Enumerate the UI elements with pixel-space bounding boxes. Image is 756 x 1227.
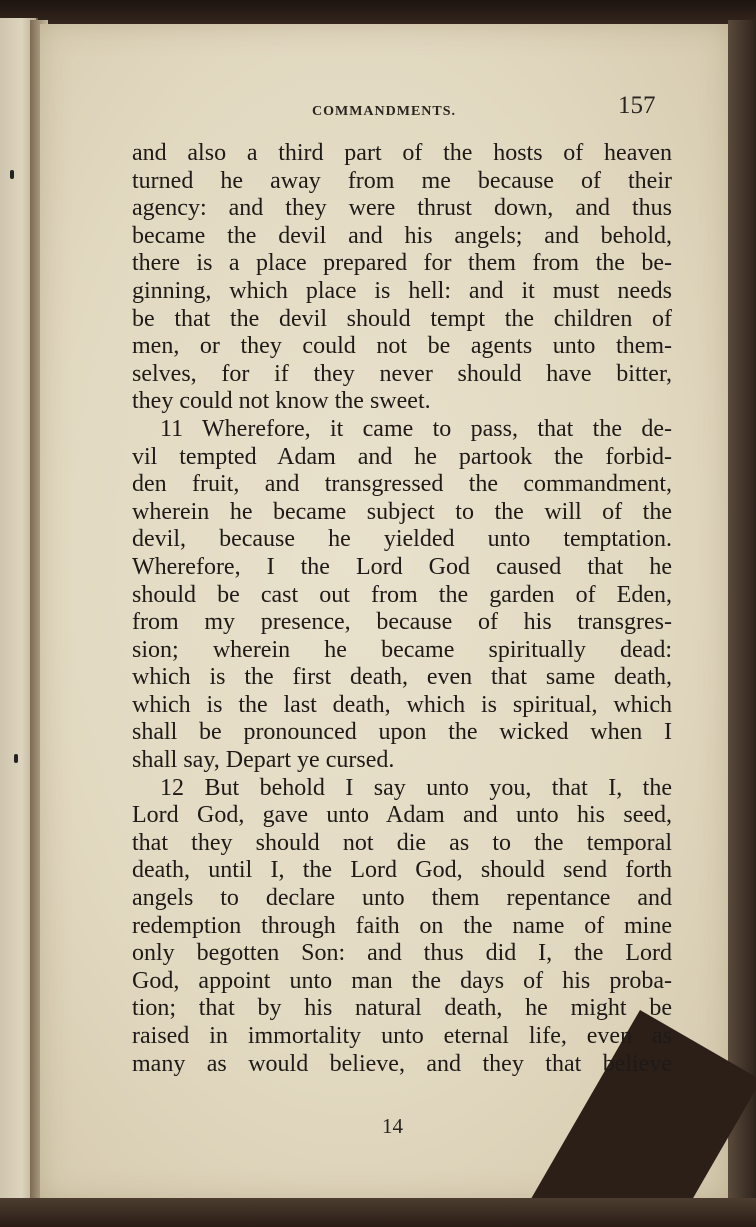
- text-line: shall be pronounced upon the wicked when I: [132, 719, 672, 746]
- text-line: should be cast out from the garden of Eden,: [132, 581, 672, 608]
- text-line: there is a place prepared for them from the be-: [132, 250, 672, 277]
- text-line: became the devil and his angels; and behold,: [132, 222, 672, 249]
- text-line: Wherefore, I the Lord God caused that he: [132, 553, 672, 580]
- page-number: 157: [618, 92, 656, 119]
- page-header: [40, 78, 730, 118]
- text-line: that they should not die as to the temporal: [132, 829, 672, 856]
- text-line: vil tempted Adam and he partook the forbid-: [132, 443, 672, 470]
- text-line: ginning, which place is hell: and it must needs: [132, 277, 672, 304]
- text-line: many as would believe, and they that believe: [132, 1050, 672, 1077]
- text-line: redemption through faith on the name of mine: [132, 912, 672, 939]
- margin-mark: [14, 754, 18, 763]
- text-line: men, or they could not be agents unto them-: [132, 333, 672, 360]
- text-line: from my presence, because of his transgres-: [132, 609, 672, 636]
- text-line: shall say, Depart ye cursed.: [132, 747, 395, 774]
- text-line: Lord God, gave unto Adam and unto his seed,: [132, 802, 672, 829]
- text-line: be that the devil should tempt the children of: [132, 305, 672, 332]
- text-line: only begotten Son: and thus did I, the Lord: [132, 940, 672, 967]
- right-page-edge: [728, 20, 756, 1227]
- text-line: devil, because he yielded unto temptation.: [132, 526, 672, 553]
- text-line: God, appoint unto man the days of his proba-: [132, 967, 672, 994]
- verse-11-start: 11 Wherefore, it came to pass, that the de-: [160, 415, 672, 442]
- body-text: [132, 140, 672, 1078]
- text-line: which is the last death, which is spiritual, which: [132, 691, 672, 718]
- text-line: and also a third part of the hosts of heaven: [132, 140, 672, 166]
- text-line: which is the first death, even that same death,: [132, 664, 672, 691]
- text-line: they could not know the sweet.: [132, 388, 431, 415]
- verse-12-start: 12 But behold I say unto you, that I, the: [160, 774, 672, 801]
- text-line: sion; wherein he became spiritually dead:: [132, 636, 672, 663]
- text-line: raised in immortality unto eternal life, even as: [132, 1023, 672, 1049]
- text-line: angels to declare unto them repentance and: [132, 885, 672, 912]
- text-line: death, until I, the Lord God, should send forth: [132, 857, 672, 884]
- text-line: selves, for if they never should have bitter,: [132, 360, 672, 387]
- text-line: wherein he became subject to the will of the: [132, 498, 672, 525]
- text-line: agency: and they were thrust down, and thus: [132, 195, 672, 222]
- text-line: den fruit, and transgressed the commandment,: [132, 471, 672, 498]
- signature-mark: 14: [382, 1114, 403, 1138]
- running-title: COMMANDMENTS.: [312, 104, 457, 119]
- text-line: turned he away from me because of their: [132, 167, 672, 194]
- text-line: tion; that by his natural death, he might be: [132, 995, 672, 1022]
- margin-mark: [10, 170, 14, 179]
- background-bottom: [0, 1198, 756, 1227]
